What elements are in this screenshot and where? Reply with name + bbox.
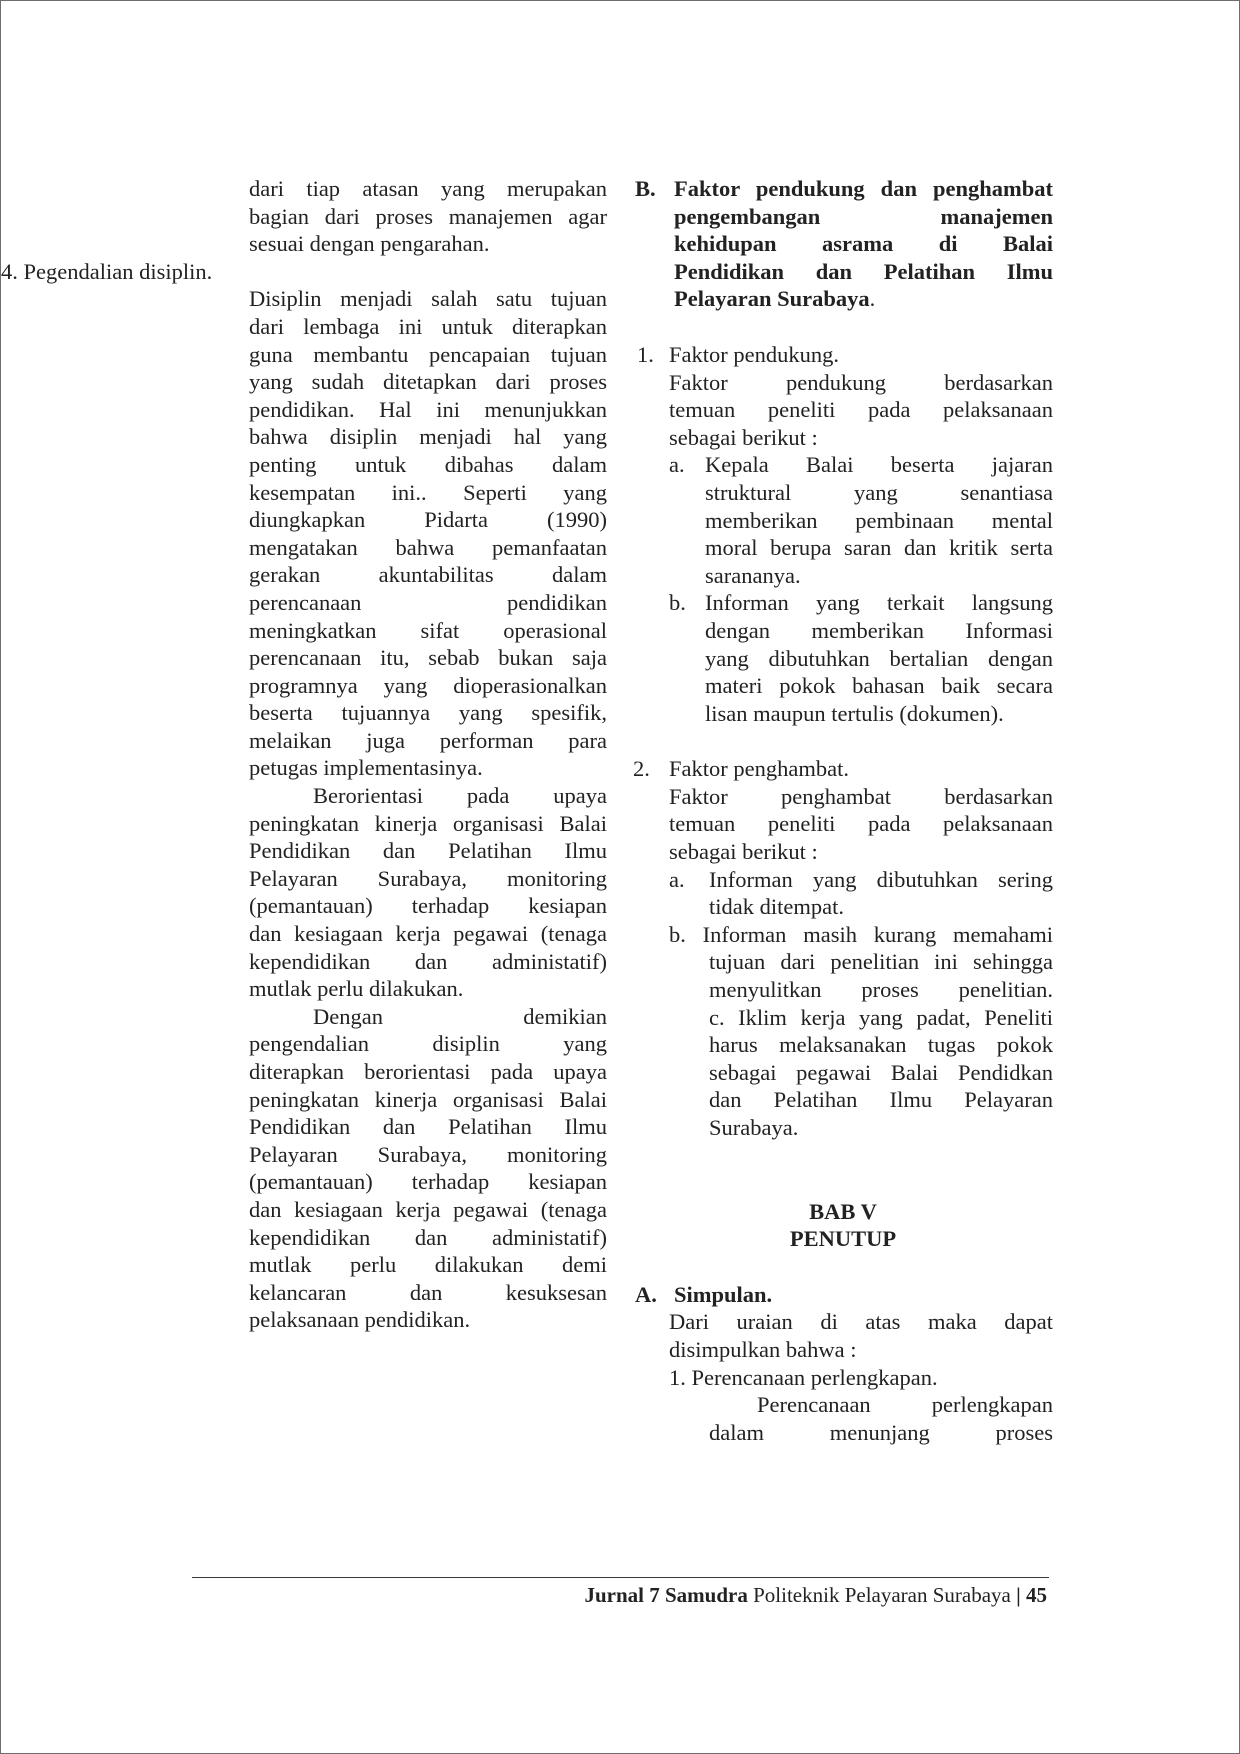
- text-line: temuan peneliti pada pelaksanaan: [669, 397, 1053, 423]
- text-line: perencanaan itu, sebab bukan saja: [249, 645, 607, 671]
- text-line: yang dibutuhkan bertalian dengan: [705, 645, 1053, 671]
- sub-item-a: [669, 866, 1053, 921]
- item2-body: [669, 783, 1053, 866]
- text-line: gerakan akuntabilitas dalam: [249, 562, 607, 588]
- heading-period: .: [869, 286, 876, 312]
- text-line: Surabaya.: [709, 1115, 799, 1140]
- sub-item-marker: a.: [669, 866, 685, 892]
- text-line: kependidikan dan administatif): [249, 948, 607, 974]
- text-line: dan Pelatihan Ilmu Pelayaran: [709, 1087, 1053, 1113]
- text-line: Berorientasi pada upaya: [313, 783, 607, 809]
- text-line: kelancaran dan kesuksesan: [249, 1279, 607, 1305]
- text-line: materi pokok bahasan baik secara: [705, 673, 1053, 699]
- paragraph-disiplin: [249, 285, 607, 782]
- chapter-title: PENUTUP: [789, 1226, 897, 1252]
- text-line: pelaksanaan pendidikan.: [249, 1307, 471, 1333]
- text-line: Pendidikan dan Pelatihan Ilmu: [249, 838, 607, 864]
- item1-body: [669, 369, 1053, 452]
- page-number: 45: [1026, 1583, 1047, 1607]
- subheading-pengendalian-disiplin: 4. Pegendalian disiplin.: [1, 258, 213, 284]
- text-line: (pemantauan) terhadap kesiapan: [249, 1169, 607, 1195]
- footer-divider: [192, 1577, 1049, 1578]
- heading-line: pengembangan manajemen: [674, 203, 1053, 229]
- text-line: programnya yang dioperasionalkan: [249, 672, 607, 698]
- sub-item-marker: a.: [669, 452, 685, 478]
- intro-paragraph: [249, 175, 607, 258]
- text-line: Kepala Balai beserta jajaran: [705, 452, 1053, 478]
- sub-heading-perencanaan: 1. Perencanaan perlengkapan.: [669, 1364, 938, 1390]
- list-number: 1.: [637, 341, 654, 367]
- text-line: bahwa disiplin menjadi hal yang: [249, 424, 607, 450]
- text-line: b. Informan masih kurang memahami: [669, 921, 1053, 947]
- spacer: [633, 727, 1053, 755]
- spacer: [633, 1253, 1053, 1281]
- journal-name: Jurnal 7 Samudra: [584, 1583, 748, 1607]
- heading-line: Faktor pendukung dan penghambat: [674, 176, 1053, 201]
- section-b-heading: [633, 175, 1053, 313]
- text-line: harus melaksanakan tugas pokok: [709, 1032, 1053, 1058]
- text-line: diterapkan berorientasi pada upaya: [249, 1059, 607, 1084]
- text-line: mutlak perlu dilakukan.: [249, 976, 464, 1002]
- spacer: [633, 1170, 1053, 1198]
- text-line: bagian dari proses manajemen agar: [249, 203, 607, 229]
- text-line: Dengan demikian: [313, 1003, 607, 1029]
- text-line: peningkatan kinerja organisasi Balai: [249, 1086, 607, 1112]
- sub-item-b-body: [709, 948, 1053, 1141]
- heading-line: Pendidikan dan Pelatihan Ilmu: [674, 258, 1053, 284]
- spacer: [633, 1142, 1053, 1170]
- paragraph-dengan-demikian: [249, 1003, 607, 1334]
- text-line: (pemantauan) terhadap kesiapan: [249, 893, 607, 919]
- list-item-faktor-pendukung: [633, 341, 1053, 369]
- text-line: beserta tujuannya yang spesifik,: [249, 700, 607, 726]
- sub-item-b: [669, 921, 1053, 1142]
- text-line: kesempatan ini.. Seperti yang: [249, 479, 607, 505]
- text-line: moral berupa saran dan kritik serta: [705, 535, 1053, 561]
- sub-paragraph: [709, 1391, 1053, 1446]
- section-a-heading: [633, 1281, 1053, 1309]
- text-line: Pendidikan dan Pelatihan Ilmu: [249, 1114, 607, 1140]
- section-marker: A.: [635, 1281, 657, 1307]
- list-item-faktor-penghambat: [633, 755, 1053, 783]
- text-line: kependidikan dan administatif): [249, 1224, 607, 1250]
- text-line: sarananya.: [705, 562, 801, 588]
- text-line: Informan yang terkait langsung: [705, 590, 1053, 616]
- text-line: peningkatan kinerja organisasi Balai: [249, 810, 607, 836]
- text-line: Faktor penghambat berdasarkan: [669, 783, 1053, 809]
- text-line: struktural yang senantiasa: [705, 479, 1053, 505]
- sub-item-b: [669, 589, 1053, 727]
- chapter-number: BAB V: [809, 1198, 877, 1224]
- text-line: sebagai berikut :: [669, 839, 818, 865]
- text-line: sebagai berikut :: [669, 424, 818, 450]
- page-footer: [584, 1581, 1047, 1609]
- text-line: mutlak perlu dilakukan demi: [249, 1252, 607, 1278]
- heading-line: [674, 285, 1053, 313]
- text-line: Pelayaran Surabaya, monitoring: [249, 865, 607, 891]
- item-title: Faktor penghambat.: [669, 756, 849, 782]
- list-number: 2.: [633, 756, 650, 782]
- text-line: Disiplin menjadi salah satu tujuan: [249, 286, 607, 312]
- item-title: Faktor pendukung.: [669, 341, 839, 367]
- text-line: Perencanaan perlengkapan: [757, 1392, 1053, 1418]
- text-line: yang sudah ditetapkan dari proses: [249, 369, 607, 395]
- text-line: dalam menunjang proses: [709, 1419, 1053, 1445]
- text-line: petugas implementasinya.: [249, 755, 483, 781]
- text-line: Faktor pendukung berdasarkan: [669, 369, 1053, 395]
- text-line: sebagai pegawai Balai Pendidkan: [709, 1059, 1053, 1085]
- text-line: memberikan pembinaan mental: [705, 507, 1053, 533]
- section-marker: B.: [635, 176, 656, 201]
- heading-line: Simpulan.: [674, 1281, 773, 1307]
- left-column: [1, 175, 611, 1334]
- spacer: [633, 313, 1053, 341]
- text-line: tidak ditempat.: [709, 894, 844, 920]
- text-line: dengan memberikan Informasi: [705, 617, 1053, 643]
- sub-item-a: [669, 451, 1053, 589]
- text-line: disimpulkan bahwa :: [669, 1336, 857, 1362]
- text-line: Pelayaran Surabaya, monitoring: [249, 1141, 607, 1167]
- institution-name: Politeknik Pelayaran Surabaya: [753, 1583, 1011, 1607]
- paragraph-berorientasi: [249, 782, 607, 1003]
- text-line: dan kesiagaan kerja pegawai (tenaga: [249, 1196, 607, 1222]
- text-line: tujuan dari penelitian ini sehingga: [709, 949, 1053, 975]
- text-line: pendidikan. Hal ini menunjukkan: [249, 396, 607, 422]
- footer-separator: |: [1016, 1583, 1021, 1607]
- text-line: Informan yang dibutuhkan sering: [709, 866, 1053, 892]
- text-line: sesuai dengan pengarahan.: [249, 231, 490, 257]
- text-line: dari tiap atasan yang merupakan: [249, 176, 607, 201]
- heading-line: kehidupan asrama di Balai: [674, 231, 1053, 257]
- text-line: meningkatkan sifat operasional: [249, 617, 607, 643]
- text-line: menyulitkan proses penelitian.: [709, 977, 1053, 1003]
- section-a-body: [669, 1308, 1053, 1446]
- text-line: guna membantu pencapaian tujuan: [249, 341, 607, 367]
- text-line: pengendalian disiplin yang: [249, 1031, 607, 1057]
- right-column: [633, 175, 1053, 1446]
- text-line: dari lembaga ini untuk diterapkan: [249, 313, 607, 339]
- text-line: dan kesiagaan kerja pegawai (tenaga: [249, 921, 607, 947]
- text-line: mengatakan bahwa pemanfaatan: [249, 534, 607, 560]
- text-line: c. Iklim kerja yang padat, Peneliti: [709, 1004, 1053, 1030]
- text-line: melaikan juga performan para: [249, 727, 607, 753]
- text-line: perencanaan pendidikan: [249, 589, 607, 615]
- heading-line-bold: Pelayaran Surabaya: [674, 286, 870, 312]
- text-line: lisan maupun tertulis (dokumen).: [705, 700, 1004, 726]
- sub-item-marker: b.: [669, 590, 686, 616]
- text-line: Dari uraian di atas maka dapat: [669, 1309, 1053, 1335]
- text-line: temuan peneliti pada pelaksanaan: [669, 811, 1053, 837]
- text-line: diungkapkan Pidarta (1990): [249, 507, 607, 533]
- text-line: penting untuk dibahas dalam: [249, 451, 607, 477]
